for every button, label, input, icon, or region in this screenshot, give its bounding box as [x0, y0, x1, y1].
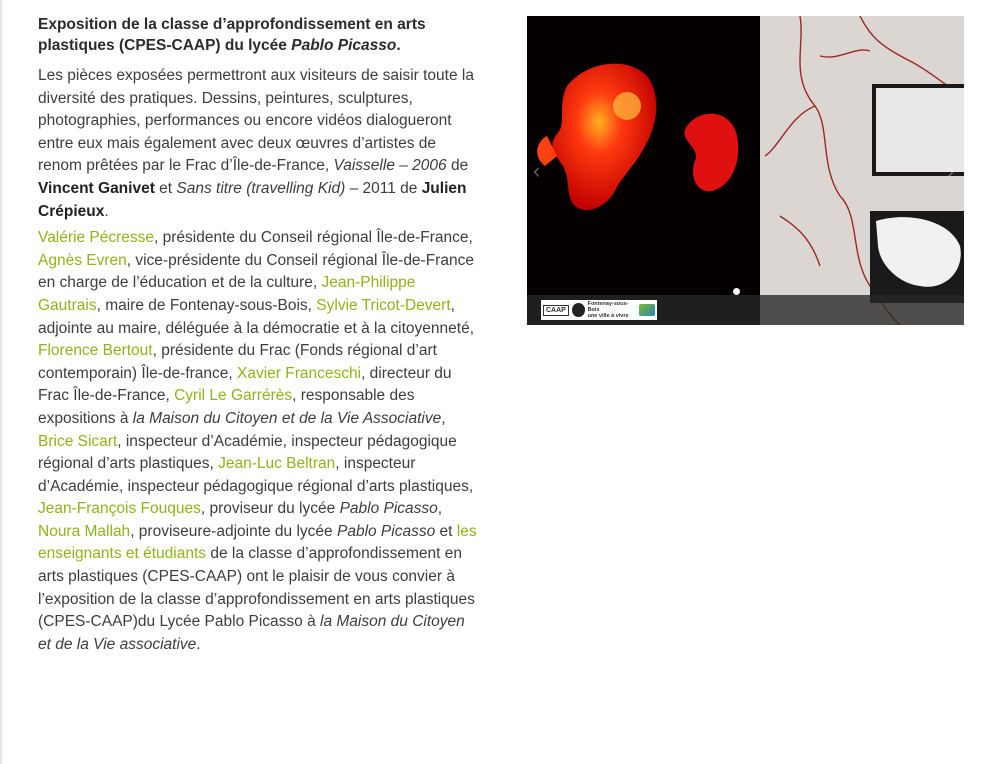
- school-logo-icon: [572, 303, 585, 317]
- person-link[interactable]: Noura Mallah: [38, 522, 131, 540]
- text-fragment: de: [446, 157, 469, 175]
- person-link[interactable]: Jean-François Fouques: [38, 500, 201, 518]
- page-left-border: [0, 0, 2, 764]
- person-link[interactable]: Sylvie Tricot-Devert: [316, 296, 451, 314]
- person-link[interactable]: Agnès Evren: [38, 251, 127, 269]
- town-leaf-icon: [639, 304, 655, 316]
- text-fragment: , maire de Fontenay-sous-Bois,: [96, 296, 317, 314]
- venue-name: la Maison du Citoyen et de la Vie Associative: [132, 409, 442, 427]
- person-link[interactable]: Xavier Franceschi: [237, 364, 362, 382]
- person-link[interactable]: Florence Bertout: [38, 342, 153, 360]
- article-title: [38, 14, 478, 56]
- text-fragment: , inspecteur d’Académie, inspecteur pédagogique régional d’arts plastiques,: [38, 455, 474, 495]
- text-fragment: , proviseur du lycée: [200, 500, 340, 518]
- title-text: Exposition de la classe d’approfondissement en arts plastiques (CPES-CAAP) du lycée: [38, 16, 426, 54]
- red-portrait-image: [527, 16, 760, 325]
- text-fragment: , présidente du Frac (Fonds régional d’art contemporain) Île-de-france,: [38, 342, 437, 382]
- school-name: Pablo Picasso: [336, 522, 436, 540]
- artist-name: Julien Crépieux: [38, 179, 467, 220]
- installation-artwork: [760, 16, 964, 325]
- artwork-title: Vaisselle – 2006: [333, 157, 447, 175]
- text-fragment: .: [196, 635, 201, 653]
- town-slogan: une ville à vivre: [587, 313, 629, 319]
- article-body: [38, 14, 478, 660]
- person-link[interactable]: Cyril Le Garrérès: [174, 387, 293, 405]
- text-fragment: , proviseure-adjointe du lycée: [130, 522, 337, 540]
- school-name: Pablo Picasso: [339, 500, 438, 518]
- text-fragment: , inspecteur d’Académie, inspecteur pédagogique régional d’arts plastiques,: [38, 432, 457, 473]
- person-link[interactable]: Jean-Luc Beltran: [218, 455, 336, 473]
- text-fragment: de la classe d’approfondissement en arts plastiques (CPES-CAAP) ont le plaisir de vous convier à l’exposition de la classe d’approfondissement en arts plastiques (CPES-CAAP)du Lycée Pablo Picasso à: [38, 545, 475, 631]
- text-fragment: ,: [441, 409, 446, 427]
- caap-logo: CAAP: [543, 305, 569, 316]
- teachers-students-link[interactable]: les enseignants et étudiants: [38, 522, 477, 563]
- carousel-prev-arrow[interactable]: ‹: [533, 158, 541, 183]
- partner-logos: [541, 300, 657, 320]
- person-link[interactable]: Valérie Pécresse: [38, 229, 155, 247]
- text-fragment: , directeur du Frac Île-de-France,: [38, 364, 452, 405]
- artist-name: Vincent Ganivet: [38, 179, 155, 197]
- intro-text: Les pièces exposées permettront aux visiteurs de saisir toute la diversité des pratiques. Dessins, peintures, sculptures, photographies, performances ou encore vidéos dialogueront entre eux mais également avec deux œuvres d’artistes de renom prêtées par le Frac d’Île-de-France,: [38, 67, 474, 175]
- installation-image: [760, 16, 964, 325]
- carousel-next-arrow[interactable]: ›: [947, 158, 955, 183]
- text-fragment: , présidente du Conseil régional Île-de-France,: [154, 229, 473, 247]
- intro-paragraph: [38, 65, 478, 223]
- person-link[interactable]: Brice Sicart: [38, 432, 118, 450]
- text-fragment: , adjointe au maire, déléguée à la démocratie et à la citoyenneté,: [38, 296, 475, 337]
- town-logo-text: [588, 301, 636, 319]
- person-link[interactable]: Jean-Philippe Gautrais: [38, 274, 416, 314]
- carousel-dot-active[interactable]: [733, 288, 740, 295]
- title-end: .: [396, 37, 401, 54]
- text-fragment: .: [104, 202, 109, 220]
- text-fragment: , responsable des expositions à: [38, 387, 415, 427]
- text-fragment: – 2011 de: [345, 179, 422, 197]
- text-fragment: et: [435, 522, 457, 540]
- text-fragment: ,: [437, 500, 443, 518]
- venue-name: la Maison du Citoyen et de la Vie associative: [38, 613, 465, 653]
- invitation-paragraph: [38, 227, 478, 656]
- town-name: Fontenay-sous-Bois: [587, 301, 629, 313]
- title-school-name: Pablo Picasso: [291, 37, 397, 54]
- artwork-title: Sans titre (travelling Kid): [176, 179, 346, 197]
- image-carousel[interactable]: [527, 16, 964, 325]
- portrait-artwork: [527, 16, 760, 325]
- text-fragment: et: [154, 179, 177, 197]
- text-fragment: , vice-présidente du Conseil régional Île-de-France en charge de l’éducation et de la culture,: [38, 251, 474, 292]
